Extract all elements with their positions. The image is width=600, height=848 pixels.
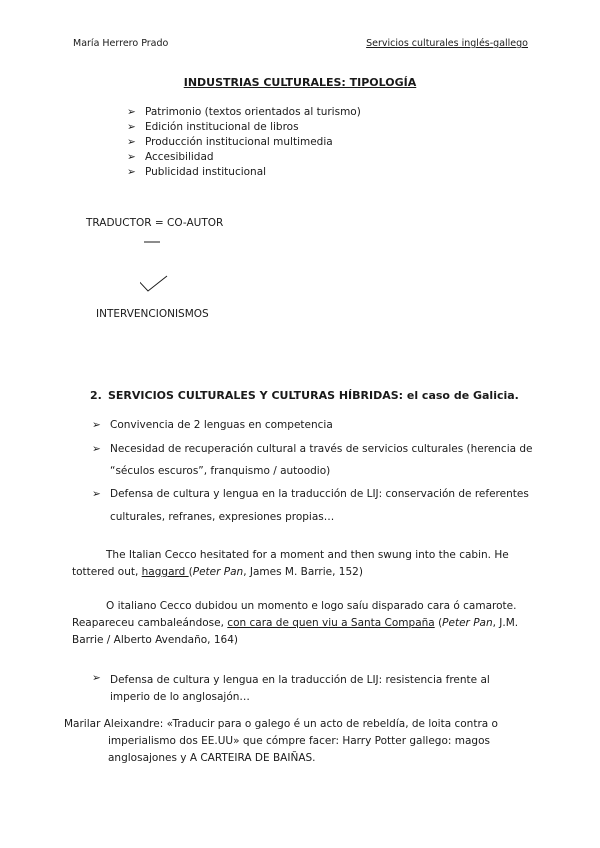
book-title: Peter Pan [192, 566, 244, 578]
diagram-arrow [140, 236, 172, 296]
arrow-bullet-icon: ➢ [127, 121, 136, 133]
arrow-bullet-icon: ➢ [92, 419, 101, 431]
quote-galician: O italiano Cecco dubidou un momento e logo saíu disparado cara ó camarote. Reapareceu cambaleándose, con cara de quen viu a Santa Compaña (Peter Pan, J.M. Barrie / Alberto Avendaño, 164) [72, 600, 519, 646]
list-item: ➢ Patrimonio (textos orientados al turismo) [127, 106, 361, 118]
diagram-bottom-label: INTERVENCIONISMOS [96, 308, 209, 320]
list-item: ➢ Defensa de cultura y lengua en la traducción de LIJ: resistencia frente al imperio de lo anglosajón… [92, 672, 490, 703]
arrow-bullet-icon: ➢ [127, 151, 136, 163]
list-item: ➢ Convivencia de 2 lenguas en competencia [92, 419, 333, 431]
quote-english: The Italian Cecco hesitated for a moment and then swung into the cabin. He tottered out, haggard (Peter Pan, James M. Barrie, 152) [72, 549, 509, 578]
list-item-continuation: culturales, refranes, expresiones propias… [110, 511, 335, 523]
arrow-bullet-icon: ➢ [92, 672, 101, 684]
arrow-bullet-icon: ➢ [127, 136, 136, 148]
diagram-top-label: TRADUCTOR = CO-AUTOR [86, 217, 224, 229]
arrow-bullet-icon: ➢ [92, 443, 101, 455]
arrow-bullet-icon: ➢ [127, 106, 136, 118]
list-item: ➢ Necesidad de recuperación cultural a través de servicios culturales (herencia de [92, 443, 533, 455]
list-item-continuation: “séculos escuros”, franquismo / autoodio) [110, 465, 331, 477]
down-chevron-icon [140, 276, 167, 291]
header-subject: Servicios culturales inglés-gallego [366, 38, 528, 49]
list-item: ➢ Publicidad institucional [127, 166, 267, 178]
underlined-term: haggard [141, 566, 189, 578]
list-item: ➢ Accesibilidad [127, 151, 214, 163]
underlined-term: con cara de quen viu a Santa Compaña [227, 617, 435, 629]
list-item: ➢ Producción institucional multimedia [127, 136, 333, 148]
list-item: ➢ Defensa de cultura y lengua en la traducción de LIJ: conservación de referentes [92, 488, 529, 500]
arrow-bullet-icon: ➢ [127, 166, 136, 178]
arrow-bullet-icon: ➢ [92, 488, 101, 500]
page-title: INDUSTRIAS CULTURALES: TIPOLOGÍA [183, 76, 417, 89]
header-author: María Herrero Prado [73, 38, 169, 49]
closing-paragraph: Marilar Aleixandre: «Traducir para o galego é un acto de rebeldía, de loita contra o imperialismo dos EE.UU» que cómpre facer: Harry Potter gallego: magos anglosajones y A CARTEIRA DE BAIÑAS. [64, 718, 498, 764]
section-heading: 2. SERVICIOS CULTURALES Y CULTURAS HÍBRIDAS: el caso de Galicia. [90, 389, 519, 402]
book-title: Peter Pan [442, 617, 493, 629]
list-item: ➢ Edición institucional de libros [127, 121, 299, 133]
